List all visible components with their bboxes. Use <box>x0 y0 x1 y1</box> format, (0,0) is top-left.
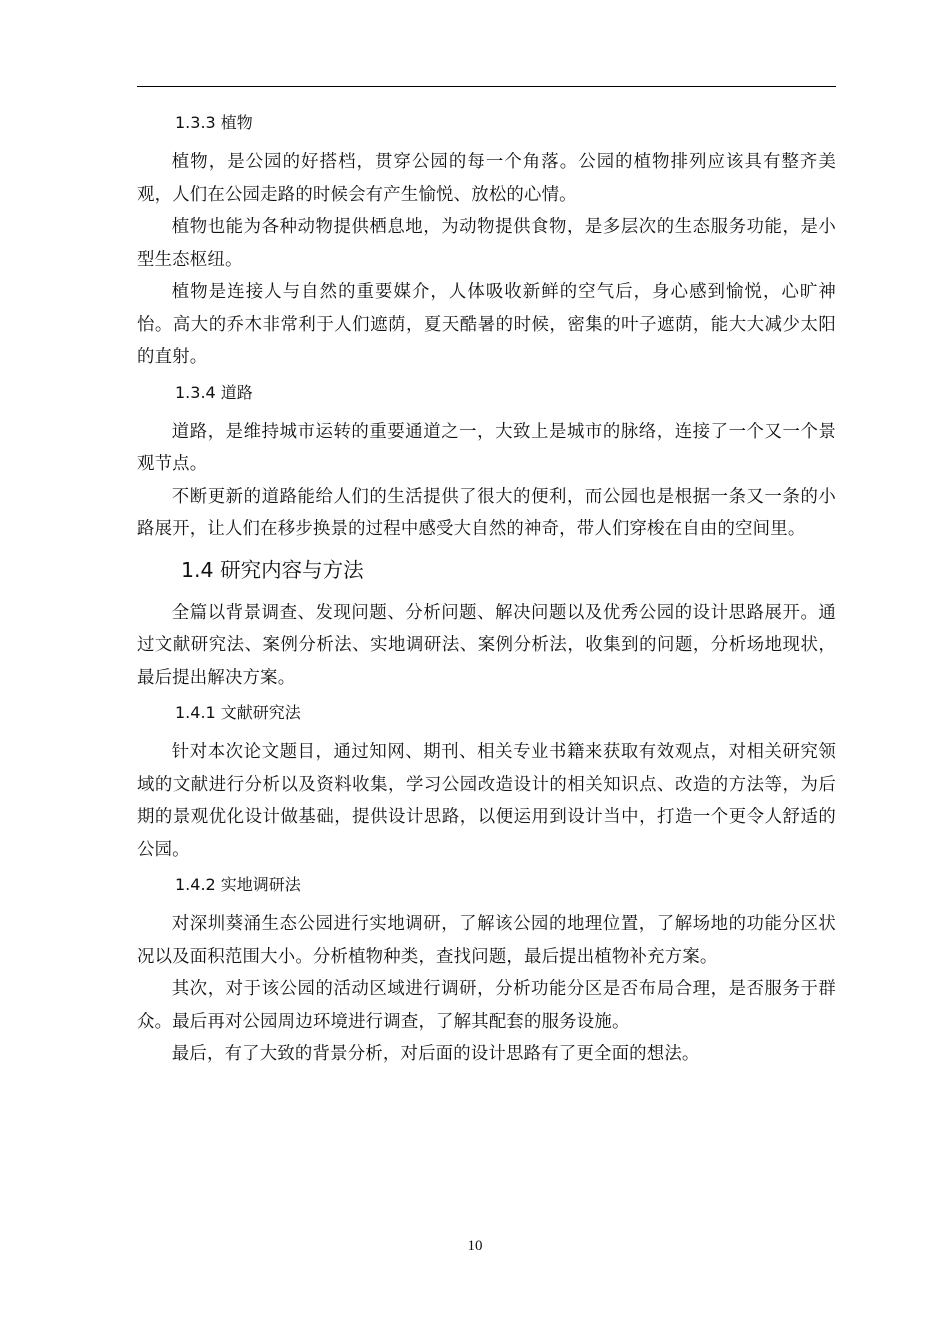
paragraph: 道路，是维持城市运转的重要通道之一，大致上是城市的脉络，连接了一个又一个景观节点。 <box>137 421 836 474</box>
page-number: 10 <box>467 1238 483 1254</box>
page-content <box>137 106 836 1071</box>
paragraph: 最后，有了大致的背景分析，对后面的设计思路有了更全面的想法。 <box>171 1044 700 1064</box>
paragraph: 植物，是公园的好搭档，贯穿公园的每一个角落。公园的植物排列应该具有整齐美观，人们在公园走路的时候会有产生愉悦、放松的心情。 <box>137 152 836 205</box>
paragraph: 对深圳葵涌生态公园进行实地调研，了解该公园的地理位置，了解场地的功能分区状况以及面积范围大小。分析植物种类，查找问题，最后提出植物补充方案。 <box>137 914 836 967</box>
header-rule <box>137 86 836 87</box>
heading-1-4-1: 1.4.1 文献研究法 <box>175 703 301 722</box>
paragraph: 植物是连接人与自然的重要媒介，人体吸收新鲜的空气后，身心感到愉悦，心旷神怡。高大的乔木非常利于人们遮荫，夏天酷暑的时候，密集的叶子遮荫，能大大减少太阳的直射。 <box>137 282 836 367</box>
heading-1-3-4: 1.3.4 道路 <box>175 382 253 402</box>
paragraph: 植物也能为各种动物提供栖息地，为动物提供食物，是多层次的生态服务功能，是小型生态枢纽。 <box>137 217 836 270</box>
paragraph: 其次，对于该公园的活动区域进行调研，分析功能分区是否布局合理，是否服务于群众。最后再对公园周边环境进行调查，了解其配套的服务设施。 <box>137 979 836 1032</box>
paragraph: 不断更新的道路能给人们的生活提供了很大的便利，而公园也是根据一条又一条的小路展开，让人们在移步换景的过程中感受大自然的神奇，带人们穿梭在自由的空间里。 <box>137 486 836 539</box>
heading-1-4-2: 1.4.2 实地调研法 <box>175 875 301 894</box>
heading-1-3-3: 1.3.3 植物 <box>175 113 253 132</box>
paragraph: 全篇以背景调查、发现问题、分析问题、解决问题以及优秀公园的设计思路展开。通过文献研究法、案例分析法、实地调研法、案例分析法，收集到的问题，分析场地现状，最后提出解决方案。 <box>137 602 836 688</box>
heading-1-4: 1.4 研究内容与方法 <box>181 557 364 582</box>
paragraph: 针对本次论文题目，通过知网、期刊、相关专业书籍来获取有效观点，对相关研究领域的文献进行分析以及资料收集，学习公园改造设计的相关知识点、改造的方法等，为后期的景观优化设计做基础，提供设计思路，以便运用到设计当中，打造一个更令人舒适的公园。 <box>137 742 836 860</box>
